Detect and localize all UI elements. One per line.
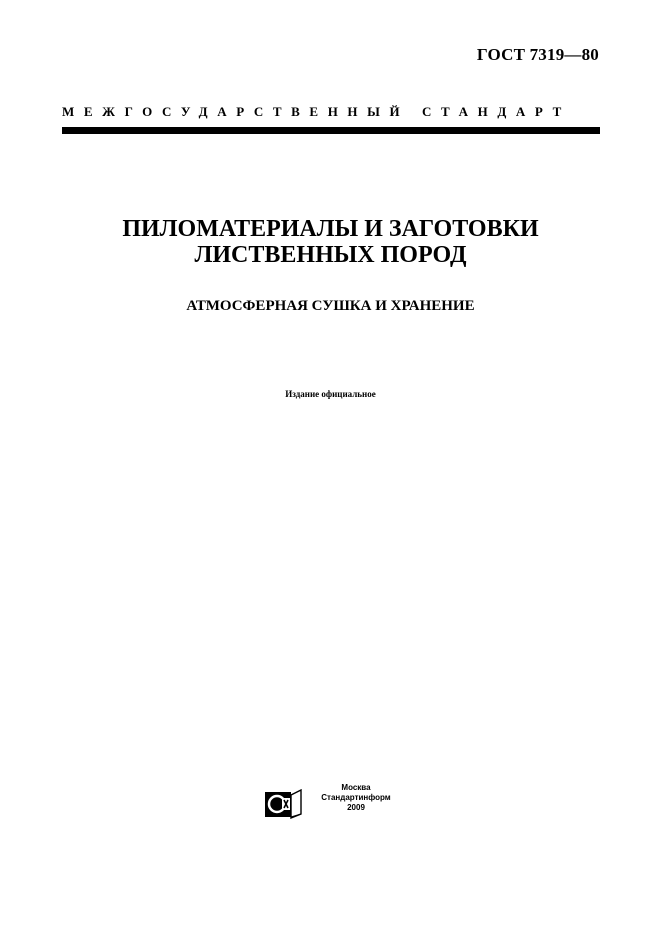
document-subtitle: АТМОСФЕРНАЯ СУШКА И ХРАНЕНИЕ (186, 298, 475, 314)
standartinform-logo-icon (264, 789, 302, 819)
standard-type-heading: МЕЖГОСУДАРСТВЕННЫЙ СТАНДАРТ (62, 104, 571, 119)
heading-rule (62, 127, 600, 134)
title-line-1: ПИЛОМАТЕРИАЛЫ И ЗАГОТОВКИ (122, 216, 539, 242)
document-number: ГОСТ 7319—80 (476, 45, 599, 64)
imprint-publisher: Стандартинформ (321, 793, 391, 802)
edition-note: Издание официальное (285, 389, 376, 399)
imprint-year: 2009 (347, 803, 365, 812)
imprint-text (310, 783, 402, 813)
publisher-imprint (262, 783, 422, 823)
document-title (0, 216, 661, 268)
imprint-city: Москва (341, 783, 371, 792)
title-line-2: ЛИСТВЕННЫХ ПОРОД (194, 242, 467, 268)
